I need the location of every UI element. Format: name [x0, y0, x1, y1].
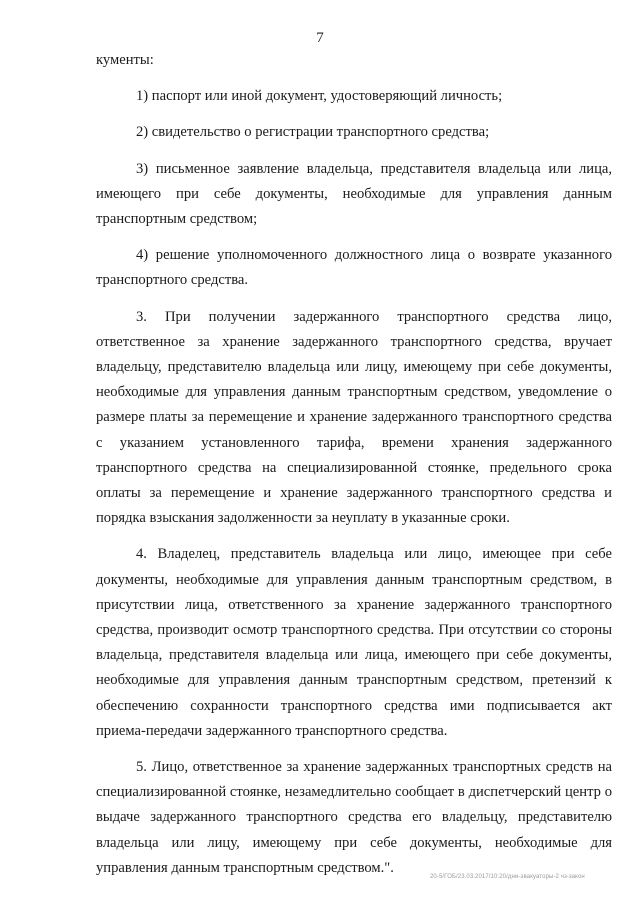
page-number: 7 [316, 30, 324, 46]
list-item-registration-certificate: 2) свидетельство о регистрации транспортного средства; [136, 124, 490, 141]
clause-5: 5. Лицо, ответственное за хранение задержанных транспортных средств на специализированной стоянке, незамедлительно сообщает в диспетчерский центр о выдаче задержанного транспортного средства его владельцу, представителю владельца или лицу, имеющему при себе документы, необходимые для управления данным транспортным средством.". [96, 759, 612, 876]
paragraph-continuation: кументы: [96, 52, 154, 68]
list-item-passport: 1) паспорт или иной документ, удостоверяющий личность; [136, 88, 503, 105]
footer-file-stamp: 20-5/ГОБ/23.03.2017/10:20/дни-эвакуаторы-2 чз-закон [430, 874, 585, 880]
list-item-official-decision: 4) решение уполномоченного должностного лица о возврате указанного транспортного средства. [96, 247, 612, 289]
list-item-written-application: 3) письменное заявление владельца, представителя владельца или лица, имеющего при себе документы, необходимые для управления данным транспортным средством; [96, 160, 612, 228]
document-body [96, 48, 612, 881]
clause-4: 4. Владелец, представитель владельца или лицо, имеющее при себе документы, необходимые для управления данным транспортным средством, в присутствии лица, ответственного за хранение задержанного транспортного средства, производит осмотр транспортного средства. При отсутствии со стороны владельца, представителя владельца или лица, имеющего при себе документы, необходимые для управления данным транспортным средством, претензий к обеспечению сохранности транспортного средства ими подписывается акт приема-передачи задержанного транспортного средства. [96, 546, 612, 739]
clause-3: 3. При получении задержанного транспортного средства лицо, ответственное за хранение задержанного транспортного средства, вручает владельцу, представителю владельца или лицу, имеющему при себе документы, необходимые для управления данным транспортным средством, уведомление о размере платы за перемещение и хранение задержанного транспортного средства с указанием установленного тарифа, времени хранения задержанного транспортного средства на специализированной стоянке, предельного срока оплаты за перемещение и хранение задержанного транспортного средства и порядка взыскания задолженности за неуплату в указанные сроки. [96, 308, 612, 527]
